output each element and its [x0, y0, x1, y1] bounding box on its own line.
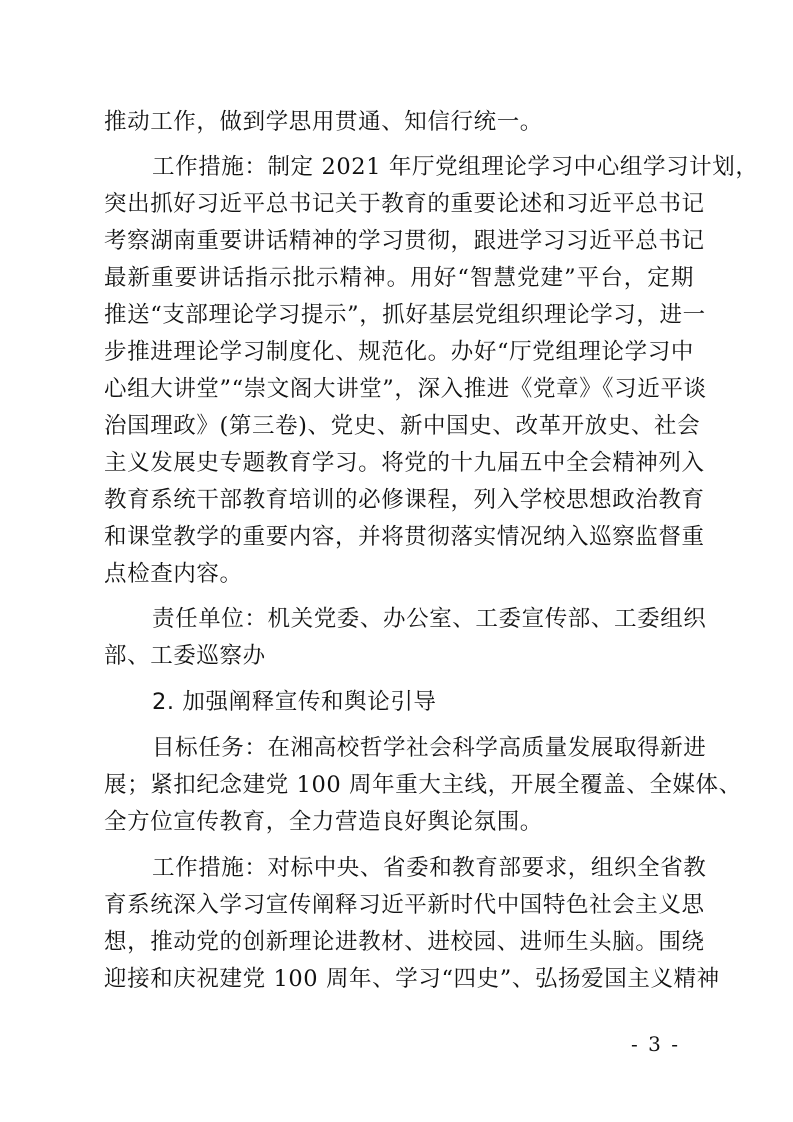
text-line: 治国理政》(第三卷)、党史、新中国史、改革开放史、社会: [104, 413, 701, 439]
text-line: 突出抓好习近平总书记关于教育的重要论述和习近平总书记: [104, 191, 705, 217]
page-number: - 3 -: [631, 1032, 680, 1056]
text-line: 责任单位：机关党委、办公室、工委宣传部、工委组织: [152, 606, 707, 632]
text-line: 主义发展史专题教育学习。将党的十九届五中全会精神列入: [104, 450, 705, 476]
text-line: 步推进理论学习制度化、规范化。办好“厅党组理论学习中: [104, 339, 694, 365]
text-line: 展；紧扣纪念建党 100 周年重大主线，开展全覆盖、全媒体、: [104, 772, 742, 798]
text-line: 最新重要讲话指示批示精神。用好“智慧党建”平台，定期: [104, 265, 694, 291]
text-line: 教育系统干部教育培训的必修课程，列入学校思想政治教育: [104, 487, 705, 513]
text-line: 部、工委巡察办: [104, 643, 266, 669]
text-line: 推送“支部理论学习提示”，抓好基层党组织理论学习，进一: [104, 302, 706, 328]
text-line: 全方位宣传教育，全力营造良好舆论氛围。: [104, 809, 543, 835]
text-line: 和课堂教学的重要内容，并将贯彻落实情况纳入巡察监督重: [104, 524, 705, 550]
text-line: 育系统深入学习宣传阐释习近平新时代中国特色社会主义思: [104, 892, 705, 918]
text-line: 工作措施：制定 2021 年厅党组理论学习中心组学习计划，: [152, 154, 759, 180]
text-line: 推动工作，做到学思用贯通、知信行统一。: [104, 109, 543, 135]
text-line: 想，推动党的创新理论进教材、进校园、进师生头脑。围绕: [104, 929, 705, 955]
section-heading: 2. 加强阐释宣传和舆论引导: [152, 689, 437, 715]
text-line: 点检查内容。: [104, 561, 243, 587]
text-line: 工作措施：对标中央、省委和教育部要求，组织全省教: [152, 855, 707, 881]
text-line: 迎接和庆祝建党 100 周年、学习“四史”、弘扬爱国主义精神: [104, 966, 720, 992]
text-line: 心组大讲堂”“崇文阁大讲堂”，深入推进《党章》《习近平谈: [104, 376, 707, 402]
text-line: 考察湖南重要讲话精神的学习贯彻，跟进学习习近平总书记: [104, 228, 705, 254]
text-line: 目标任务：在湘高校哲学社会科学高质量发展取得新进: [152, 735, 707, 761]
